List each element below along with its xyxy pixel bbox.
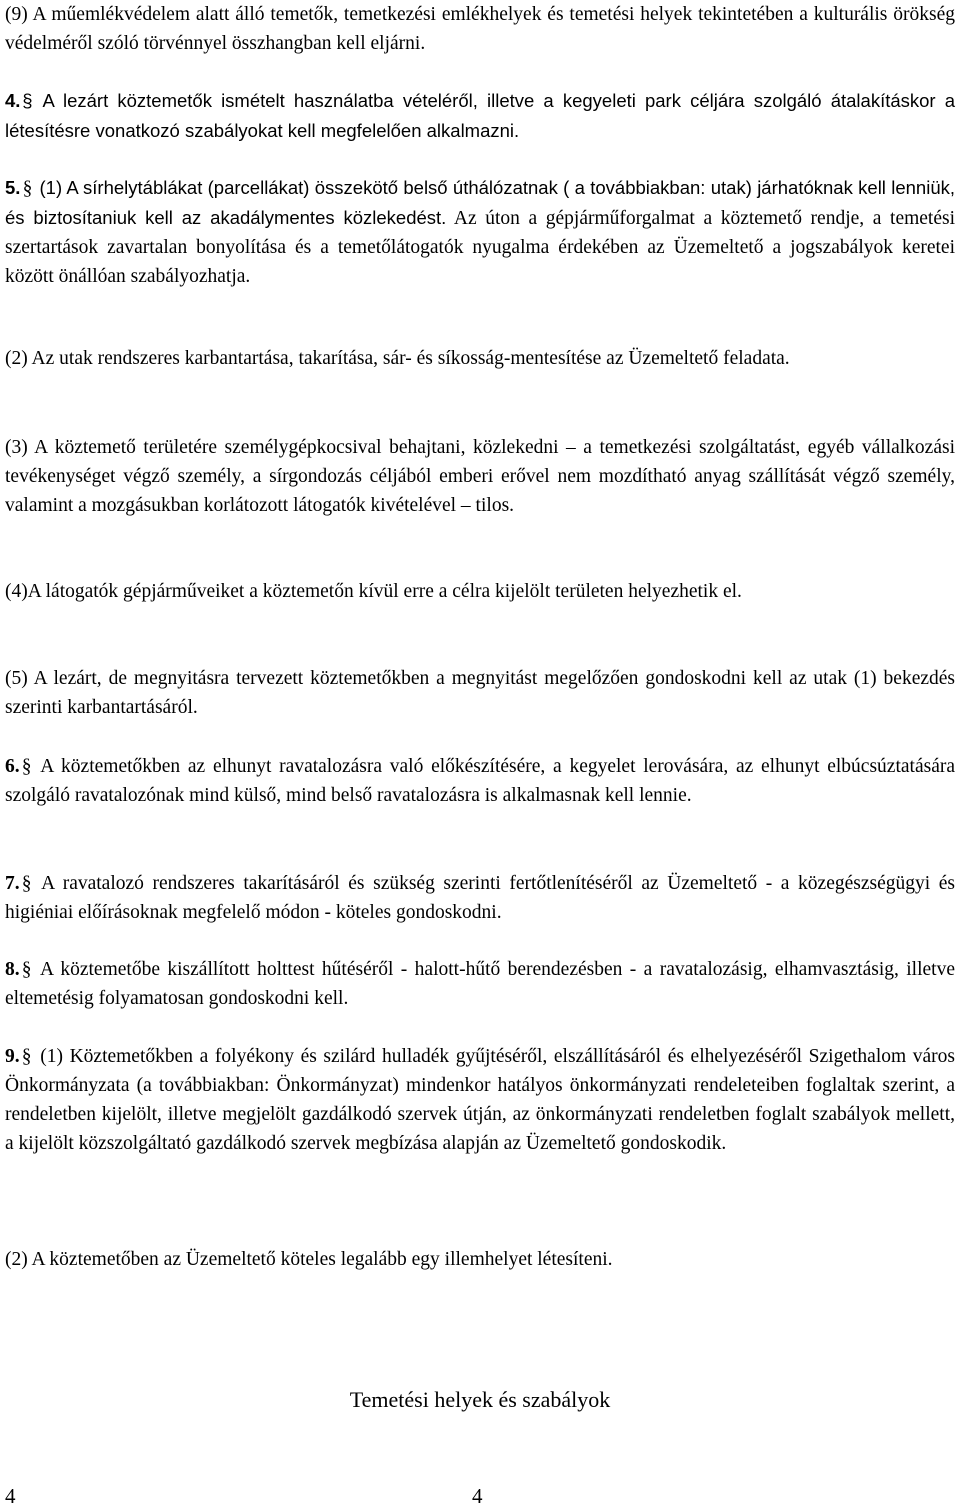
section-4	[5, 86, 955, 146]
section-mark: §	[21, 756, 32, 777]
section-8	[5, 955, 955, 1013]
section-7	[5, 869, 955, 927]
section-5-paragraph-5: (5) A lezárt, de megnyitásra tervezett köztemetőkben a megnyitást megelőzően gondoskodni kell az utak (1) bekezdés szerinti karbantartásáról.	[5, 668, 955, 718]
footer-page-number-left: 4	[5, 1484, 16, 1508]
section-mark: §	[22, 90, 33, 111]
section-6	[5, 752, 955, 810]
section-mark: §	[21, 1046, 32, 1067]
section-9-text: (1) Köztemetőkben a folyékony és szilárd hulladék gyűjtéséről, elszállításáról és elhelyezéséről Szigethalom város Önkormányzata (a továbbiakban: Önkormányzat) mindenkor hatályos önkormányzati rendeleteiben foglaltak szerint, a rendeletben kijelölt, illetve megjelölt gazdálkodó szervek útján, az önkormányzati rendeletben foglalt szabályok mellett, a kijelölt közszolgáltató gazdálkodó szervek megbízása alapján az Üzemeltető gondoskodik.	[5, 1046, 955, 1154]
section-number: 5.	[5, 177, 21, 198]
section-4-text: A lezárt köztemetők ismételt használatba vételéről, illetve a kegyeleti park céljára szolgáló átalakításkor a létesítésre vonatkozó szabályokat kell megfelelően alkalmazni.	[5, 90, 955, 141]
paragraph-9: (9) A műemlékvédelem alatt álló temetők, temetkezési emlékhelyek és temetési helyek tekintetében a kulturális örökség védelméről szóló törvénnyel összhangban kell eljárni.	[5, 4, 955, 54]
section-7-text: A ravatalozó rendszeres takarításáról és szükség szerinti fertőtlenítéséről az Üzemeltető - a közegészségügyi és higiéniai előírásoknak megfelelő módon - köteles gondoskodni.	[5, 873, 955, 923]
footer-page-number-center: 4	[472, 1484, 483, 1508]
section-number: 8.	[5, 959, 20, 980]
section-number: 6.	[5, 756, 20, 777]
section-6-text: A köztemetőkben az elhunyt ravatalozásra való előkészítésére, a kegyelet lerovására, az elhunyt elbúcsúztatására szolgáló ravatalozónak mind külső, mind belső ravatalozásra is alkalmasnak kell lennie.	[5, 756, 955, 806]
section-5-text-sans: (1) A sírhelytáblákat (parcellákat) összekötő belső úthálózatnak ( a továbbiakban: utak) járhatóknak kell lenniük, és biztosítaniuk kell az akadálymentes közlekedést.	[5, 177, 955, 228]
section-9-paragraph-1	[5, 1042, 955, 1158]
section-5-paragraph-1	[5, 173, 955, 291]
section-mark: §	[22, 178, 33, 199]
section-9-paragraph-2: (2) A köztemetőben az Üzemeltető köteles legalább egy illemhelyet létesíteni.	[5, 1249, 613, 1270]
section-5-text-serif: Az úton a gépjárműforgalmat a köztemető rendje, a temetési szertartások zavartalan bonyolítása és a temetőlátogatók nyugalma érdekében az Üzemeltető a jogszabályok keretei között önállóan szabályozhatja.	[5, 208, 956, 287]
section-number: 9.	[5, 1046, 20, 1067]
section-5-paragraph-4: (4)A látogatók gépjárműveiket a köztemetőn kívül erre a célra kijelölt területen helyezhetik el.	[5, 581, 742, 602]
section-number: 4.	[5, 90, 21, 111]
section-number: 7.	[5, 873, 20, 894]
section-title: Temetési helyek és szabályok	[349, 1387, 611, 1412]
section-mark: §	[21, 959, 32, 980]
section-8-text: A köztemetőbe kiszállított holttest hűtéséről - halott-hűtő berendezésben - a ravatalozásig, elhamvasztásig, illetve eltemetésig folyamatosan gondoskodni kell.	[5, 959, 955, 1009]
section-mark: §	[21, 873, 32, 894]
section-5-paragraph-2: (2) Az utak rendszeres karbantartása, takarítása, sár- és síkosság-mentesítése az Üzemeltető feladata.	[5, 348, 790, 369]
section-5-paragraph-3: (3) A köztemető területére személygépkocsival behajtani, közlekedni – a temetkezési szolgáltatást, egyéb vállalkozási tevékenységet végző személy, a sírgondozás céljából emberi erővel nem mozdítható anyag szállítását végző személy, valamint a mozgásukban korlátozott látogatók kivételével – tilos.	[5, 437, 955, 516]
